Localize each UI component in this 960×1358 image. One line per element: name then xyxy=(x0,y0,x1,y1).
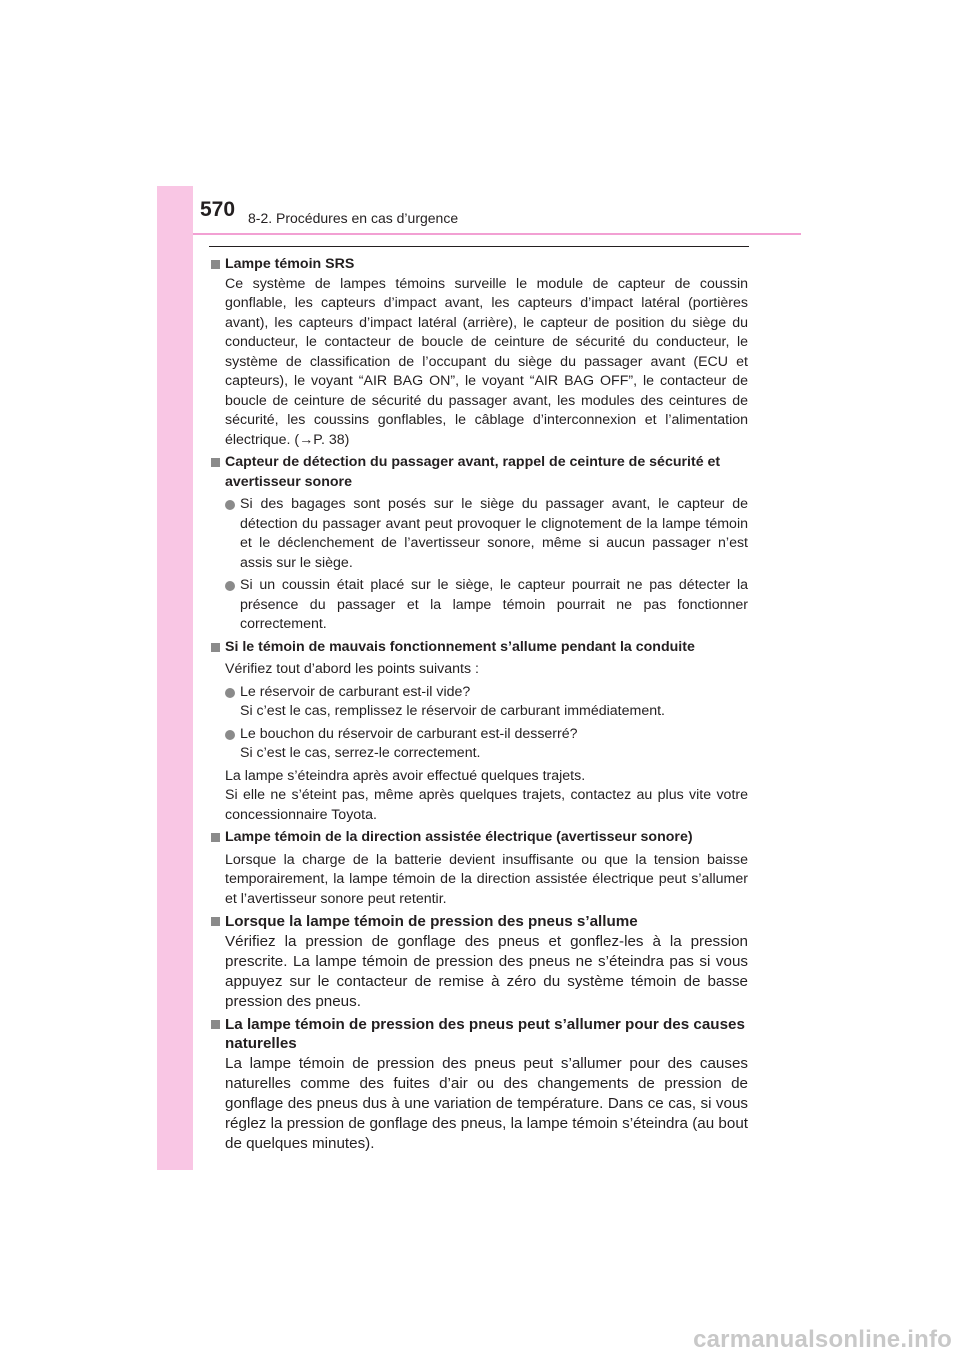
content-top-rule xyxy=(209,246,749,247)
square-bullet-icon xyxy=(211,1020,220,1029)
section-paragraph: Lorsque la charge de la batterie devient insuffisante ou que la tension baisse temporairement, la lampe témoin de la direction assistée électrique peut s’allumer et l’avertisseur sonore peut retentir. xyxy=(225,851,748,907)
section-heading: Lorsque la lampe témoin de pression des pneus s’allume xyxy=(210,912,748,932)
section-power-steering-lamp xyxy=(210,828,748,909)
page-number: 570 xyxy=(200,198,236,221)
section-intro: Vérifiez tout d’abord les points suivants : xyxy=(225,661,479,677)
list-item: Si des bagages sont posés sur le siège du passager avant, le capteur de détection du passager avant peut provoquer le clignotement de la lampe témoin et le déclenchement de l’avertisseur sonore, même si aucun passager n’est assis sur le siège. xyxy=(210,495,748,573)
section-paragraph: Ce système de lampes témoins surveille le module de capteur de coussin gonflable, les capteurs d’impact avant, les capteurs d’impact latéral (portières avant), les capteurs d’impact latéral (arrière), le capteur de position du siège du conducteur, le contacteur de boucle de ceinture de sécurité du conducteur, le système de classification de l’occupant du siège du passager avant (ECU et capteurs), le voyant “AIR BAG ON”, le voyant “AIR BAG OFF”, le contacteur de boucle de ceinture de sécurité du passager avant, les modules des ceintures de sécurité, les coussins gonflables, le câblage d’interconnexion et l’alimentation électrique. (→P. 38) xyxy=(225,275,748,448)
round-bullet-icon xyxy=(225,500,235,510)
side-color-band xyxy=(157,186,193,1170)
section-outro: La lampe s’éteindra après avoir effectué quelques trajets. Si elle ne s’éteint pas, même après quelques trajets, contactez au plus vite votre concessionnaire Toyota. xyxy=(225,767,748,823)
section-heading: Lampe témoin SRS xyxy=(210,255,748,275)
square-bullet-icon xyxy=(211,833,220,842)
header-divider xyxy=(193,233,801,235)
round-bullet-icon xyxy=(225,730,235,740)
section-paragraph: Vérifiez la pression de gonflage des pneus et gonflez-les à la pression prescrite. La lampe témoin de pression des pneus ne s’éteindra pas si vous appuyez sur le contacteur de remise à zéro du système témoin de basse pression des pneus. xyxy=(225,932,748,1010)
watermark: carmanualsonline.info xyxy=(693,1326,952,1353)
round-bullet-icon xyxy=(225,688,235,698)
round-bullet-icon xyxy=(225,581,235,591)
section-paragraph: La lampe témoin de pression des pneus peut s’allumer pour des causes naturelles comme des fuites d’air ou des changements de pression de gonflage des pneus dus à une variation de température. Dans ce cas, si vous réglez la pression de gonflage des pneus, la lampe témoin s’éteindra (au bout de quelques minutes). xyxy=(225,1054,748,1152)
list-item: Si un coussin était placé sur le siège, le capteur pourrait ne pas détecter la présence du passager et la lampe témoin pourrait ne pas fonctionner correctement. xyxy=(210,576,748,635)
section-heading: Si le témoin de mauvais fonctionnement s’allume pendant la conduite xyxy=(210,638,748,658)
square-bullet-icon xyxy=(211,643,220,652)
square-bullet-icon xyxy=(211,458,220,467)
section-tire-pressure-natural xyxy=(210,1015,748,1154)
section-heading: Capteur de détection du passager avant, rappel de ceinture de sécurité et avertisseur sonore xyxy=(210,453,748,492)
square-bullet-icon xyxy=(211,917,220,926)
section-passenger-sensor xyxy=(210,453,748,635)
section-srs-lamp xyxy=(210,255,748,450)
square-bullet-icon xyxy=(211,260,220,269)
page-content xyxy=(210,255,748,1157)
section-tire-pressure-lamp xyxy=(210,912,748,1012)
section-heading: Lampe témoin de la direction assistée électrique (avertisseur sonore) xyxy=(210,828,748,848)
list-item: Le bouchon du réservoir de carburant est-il desserré? Si c’est le cas, serrez-le correctement. xyxy=(210,725,748,764)
section-heading: La lampe témoin de pression des pneus peut s’allumer pour des causes naturelles xyxy=(210,1015,748,1054)
section-title: 8-2. Procédures en cas d’urgence xyxy=(248,210,459,226)
list-item: Le réservoir de carburant est-il vide? Si c’est le cas, remplissez le réservoir de carburant immédiatement. xyxy=(210,683,748,722)
section-malfunction-lamp xyxy=(210,638,748,826)
